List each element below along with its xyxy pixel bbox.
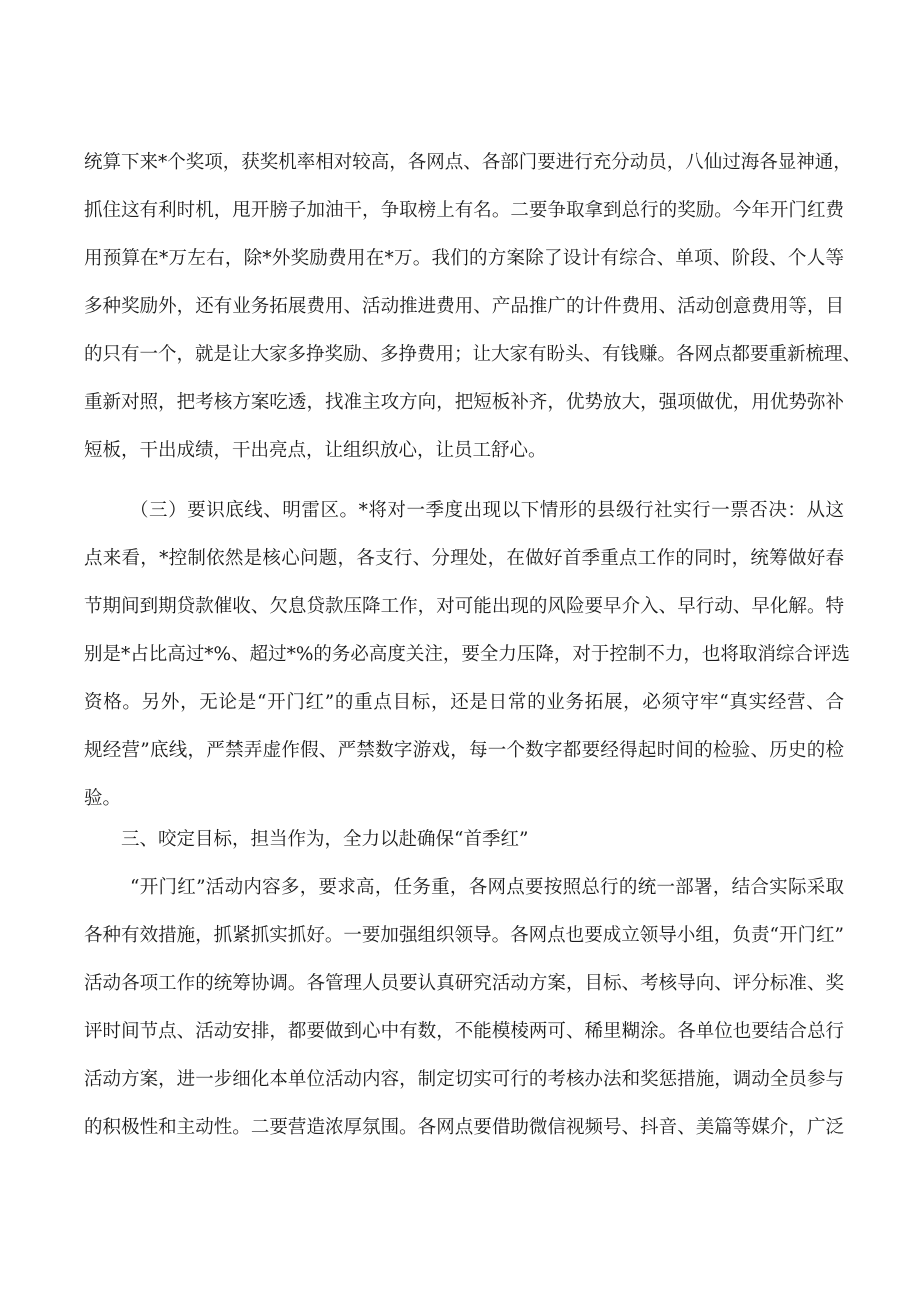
paragraph-2-line-6: 规经营”底线，严禁弄虚作假、严禁数字游戏，每一个数字都要经得起时间的检验、历史的检 bbox=[84, 740, 844, 761]
paragraph-1-line-7: 短板，干出成绩，干出亮点，让组织放心，让员工舒心。 bbox=[84, 440, 547, 461]
paragraph-1-line-5: 的只有一个，就是让大家多挣奖励、多挣费用；让大家有盼头、有钱赚。各网点都要重新梳理、 bbox=[84, 344, 862, 365]
paragraph-1-line-3: 用预算在*万左右，除*外奖励费用在*万。我们的方案除了设计有综合、单项、阶段、个人等 bbox=[84, 248, 844, 269]
paragraph-2-line-5: 资格。另外，无论是“开门红”的重点目标，还是日常的业务拓展，必须守牢“真实经营、合 bbox=[84, 692, 844, 713]
paragraph-3-line-3: 活动各项工作的统筹协调。各管理人员要认真研究活动方案，目标、考核导向、评分标准、奖 bbox=[84, 973, 844, 994]
paragraph-1-line-1: 统算下来*个奖项，获奖机率相对较高，各网点、各部门要进行充分动员，八仙过海各显神通， bbox=[84, 152, 852, 173]
paragraph-1-line-2: 抓住这有利时机，甩开膀子加油干，争取榜上有名。二要争取拿到总行的奖励。今年开门红费 bbox=[84, 200, 844, 221]
paragraph-2-line-3: 节期间到期贷款催收、欠息贷款压降工作，对可能出现的风险要早介入、早行动、早化解。特 bbox=[84, 596, 844, 617]
paragraph-2-line-4: 别是*占比高过*%、超过*%的务必高度关注，要全力压降，对于控制不力，也将取消综合评选 bbox=[84, 644, 850, 665]
paragraph-3-line-6: 的积极性和主动性。二要营造浓厚氛围。各网点要借助微信视频号、抖音、美篇等媒介，广泛 bbox=[84, 1117, 844, 1138]
paragraph-2-line-2: 点来看，*控制依然是核心问题，各支行、分理处，在做好首季重点工作的同时，统筹做好春 bbox=[84, 548, 844, 569]
paragraph-3-line-2: 各种有效措施，抓紧抓实抓好。一要加强组织领导。各网点也要成立领导小组，负责“开门红” bbox=[84, 925, 844, 946]
paragraph-2-line-1: （三）要识底线、明雷区。*将对一季度出现以下情形的县级行社实行一票否决：从这 bbox=[130, 500, 844, 521]
paragraph-1-line-4: 多种奖励外，还有业务拓展费用、活动推进费用、产品推广的计件费用、活动创意费用等，目 bbox=[84, 296, 844, 317]
section-heading-3: 三、咬定目标，担当作为，全力以赴确保“首季红” bbox=[121, 829, 529, 850]
paragraph-3-line-4: 评时间节点、活动安排，都要做到心中有数，不能模棱两可、稀里糊涂。各单位也要结合总行 bbox=[84, 1021, 844, 1042]
paragraph-3-line-1: “开门红”活动内容多，要求高，任务重，各网点要按照总行的统一部署，结合实际采取 bbox=[130, 877, 844, 898]
paragraph-3-line-5: 活动方案，进一步细化本单位活动内容，制定切实可行的考核办法和奖惩措施，调动全员参与 bbox=[84, 1069, 844, 1090]
paragraph-2-line-7: 验。 bbox=[84, 788, 122, 809]
paragraph-1-line-6: 重新对照，把考核方案吃透，找准主攻方向，把短板补齐，优势放大，强项做优，用优势弥补 bbox=[84, 392, 844, 413]
